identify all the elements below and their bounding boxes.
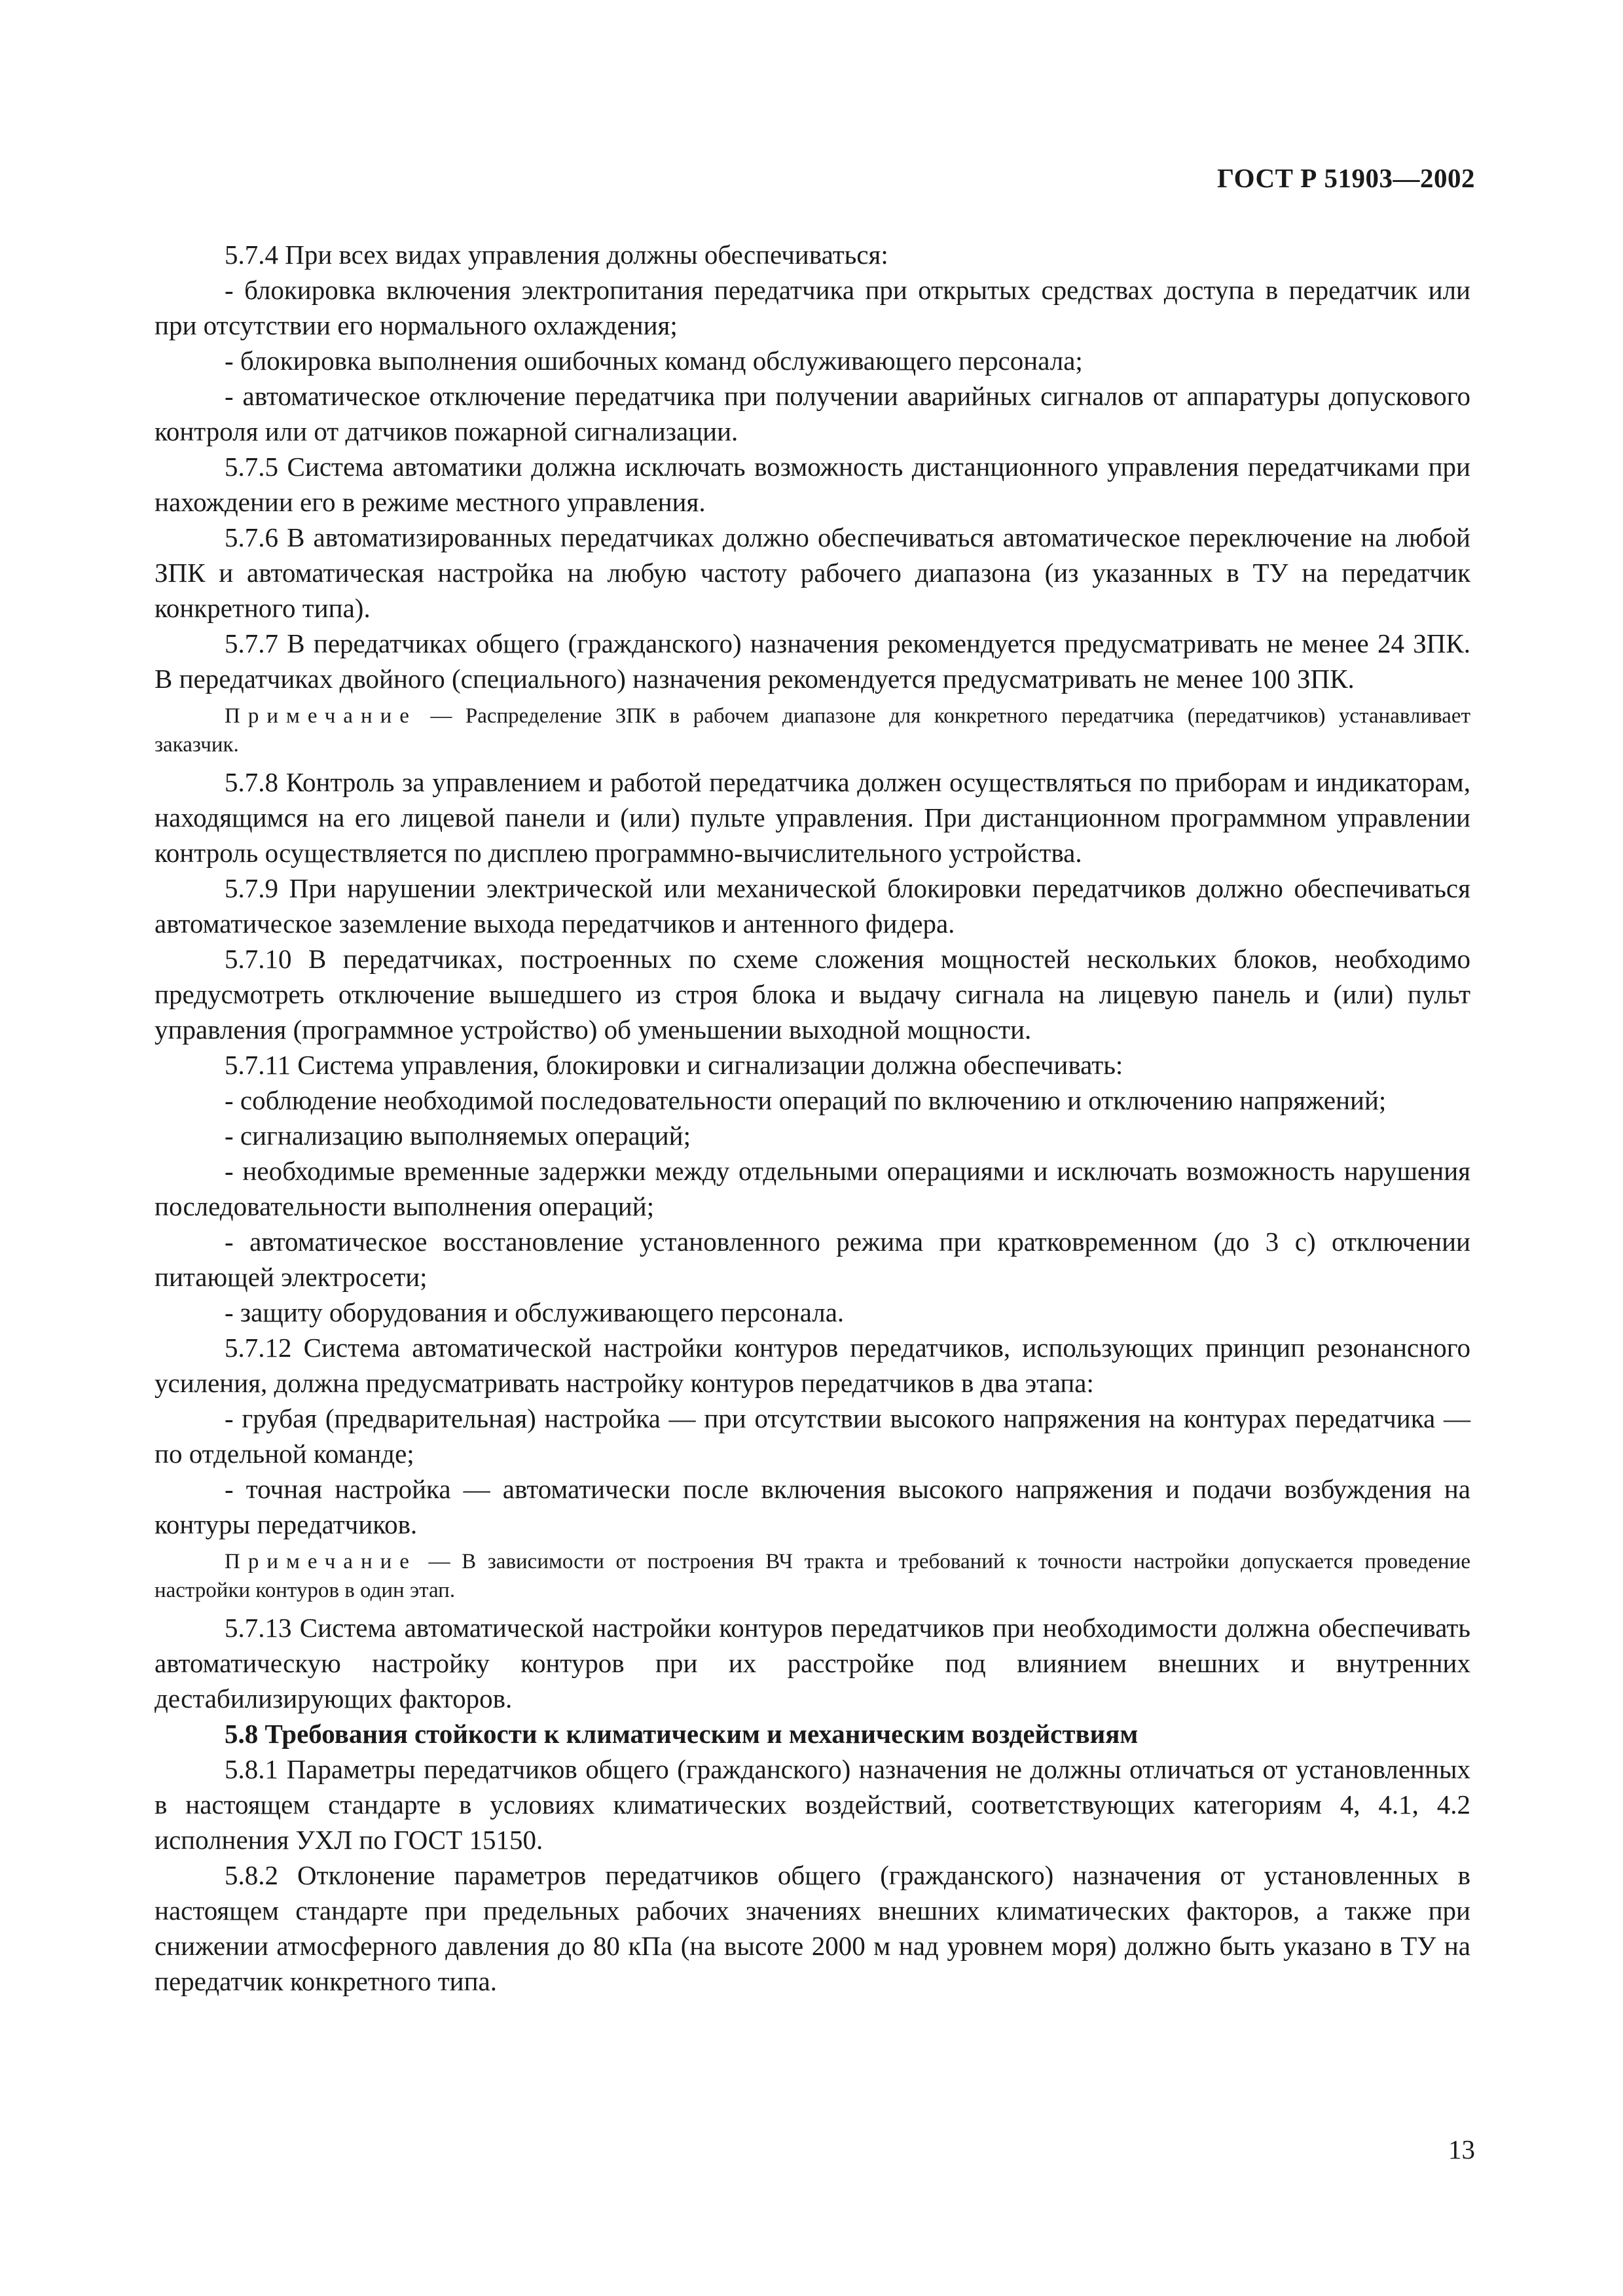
paragraph-5-7-9: 5.7.9 При нарушении электрической или механической блокировки передатчиков должно обеспечиваться автоматическое заземление выхода передатчиков и антенного фидера. — [155, 873, 1470, 939]
document-code-header: ГОСТ Р 51903—2002 — [1217, 163, 1475, 193]
list-item: - блокировка включения электропитания передатчика при открытых средствах доступа в передатчик или при отсутствии его нормального охлаждения; — [155, 275, 1470, 340]
note-zpk-distribution — [155, 702, 1470, 759]
paragraph-5-7-6: 5.7.6 В автоматизированных передатчиках должно обеспечиваться автоматическое переключение на любой ЗПК и автоматическая настройка на любую частоту рабочего диапазона (из указанных в ТУ на передатчик конкретного типа). — [155, 522, 1470, 623]
note-tuning-stage — [155, 1547, 1470, 1605]
paragraph-5-7-4: 5.7.4 При всех видах управления должны обеспечиваться: — [225, 240, 888, 270]
note-text: — В зависимости от построения ВЧ тракта и требований к точности настройки допускается проведение настройки контуров в один этап. — [155, 1550, 1470, 1602]
list-item: - защиту оборудования и обслуживающего персонала. — [225, 1297, 845, 1327]
list-item: - блокировка выполнения ошибочных команд обслуживающего персонала; — [225, 346, 1083, 376]
list-item: - автоматическое восстановление установленного режима при кратковременном (до 3 с) отключении питающей электросети; — [155, 1227, 1470, 1292]
paragraph-5-7-12: 5.7.12 Система автоматической настройки контуров передатчиков, использующих принцип резонансного усиления, должна предусматривать настройку контуров передатчиков в два этапа: — [155, 1333, 1470, 1398]
paragraph-5-7-10: 5.7.10 В передатчиках, построенных по схеме сложения мощностей нескольких блоков, необходимо предусмотреть отключение вышедшего из строя блока и выдачу сигнала на лицевую панель и (или) пульт управления (программное устройство) об уменьшении выходной мощности. — [155, 944, 1470, 1045]
paragraph-5-7-7: 5.7.7 В передатчиках общего (гражданского) назначения рекомендуется предусматривать не менее 24 ЗПК. В передатчиках двойного (специального) назначения рекомендуется предусматривать не менее 100 ЗПК. — [155, 628, 1470, 694]
note-label: Примечание — [225, 704, 417, 728]
list-item: - соблюдение необходимой последовательности операций по включению и отключению напряжений; — [225, 1085, 1387, 1115]
list-item: - необходимые временные задержки между отдельными операциями и исключать возможность нарушения последовательности выполнения операций; — [155, 1156, 1470, 1221]
list-item: - сигнализацию выполняемых операций; — [225, 1121, 691, 1151]
paragraph-5-7-8: 5.7.8 Контроль за управлением и работой передатчика должен осуществляться по приборам и индикаторам, находящимся на его лицевой панели и (или) пульте управления. При дистанционном программном управлении контроль осуществляется по дисплею программно-вычислительного устройства. — [155, 767, 1470, 868]
paragraph-5-8-2: 5.8.2 Отклонение параметров передатчиков общего (гражданского) назначения от установленных в настоящем стандарте при предельных рабочих значениях внешних климатических факторов, а также при снижении атмосферного давления до 80 кПа (на высоте 2000 м над уровнем моря) должно быть указано в ТУ на передатчик конкретного типа. — [155, 1860, 1470, 1996]
list-item: - автоматическое отключение передатчика при получении аварийных сигналов от аппаратуры допускового контроля или от датчиков пожарной сигнализации. — [155, 381, 1470, 446]
list-item: - грубая (предварительная) настройка — при отсутствии высокого напряжения на контурах передатчика — по отдельной команде; — [155, 1403, 1470, 1469]
note-text: — Распределение ЗПК в рабочем диапазоне для конкретного передатчика (передатчиков) устанавливает заказчик. — [155, 704, 1470, 757]
note-label: Примечание — [225, 1550, 417, 1573]
paragraph-5-8-1: 5.8.1 Параметры передатчиков общего (гражданского) назначения не должны отличаться от установленных в настоящем стандарте в условиях климатических воздействий, соответствующих категориям 4, 4.1, 4.2 исполнения УХЛ по ГОСТ 15150. — [155, 1754, 1470, 1855]
page-number: 13 — [1448, 2134, 1475, 2164]
paragraph-5-7-5: 5.7.5 Система автоматики должна исключать возможность дистанционного управления передатчиками при нахождении его в режиме местного управления. — [155, 452, 1470, 517]
list-item: - точная настройка — автоматически после включения высокого напряжения и подачи возбуждения на контуры передатчиков. — [155, 1474, 1470, 1539]
document-body — [155, 237, 1470, 1999]
paragraph-5-7-13: 5.7.13 Система автоматической настройки контуров передатчиков при необходимости должна обеспечивать автоматическую настройку контуров при их расстройке под влиянием внешних и внутренних дестабилизирующих факторов. — [155, 1613, 1470, 1713]
section-heading-5-8: 5.8 Требования стойкости к климатическим и механическим воздействиям — [225, 1719, 1139, 1749]
paragraph-5-7-11: 5.7.11 Система управления, блокировки и сигнализации должна обеспечивать: — [225, 1050, 1123, 1080]
